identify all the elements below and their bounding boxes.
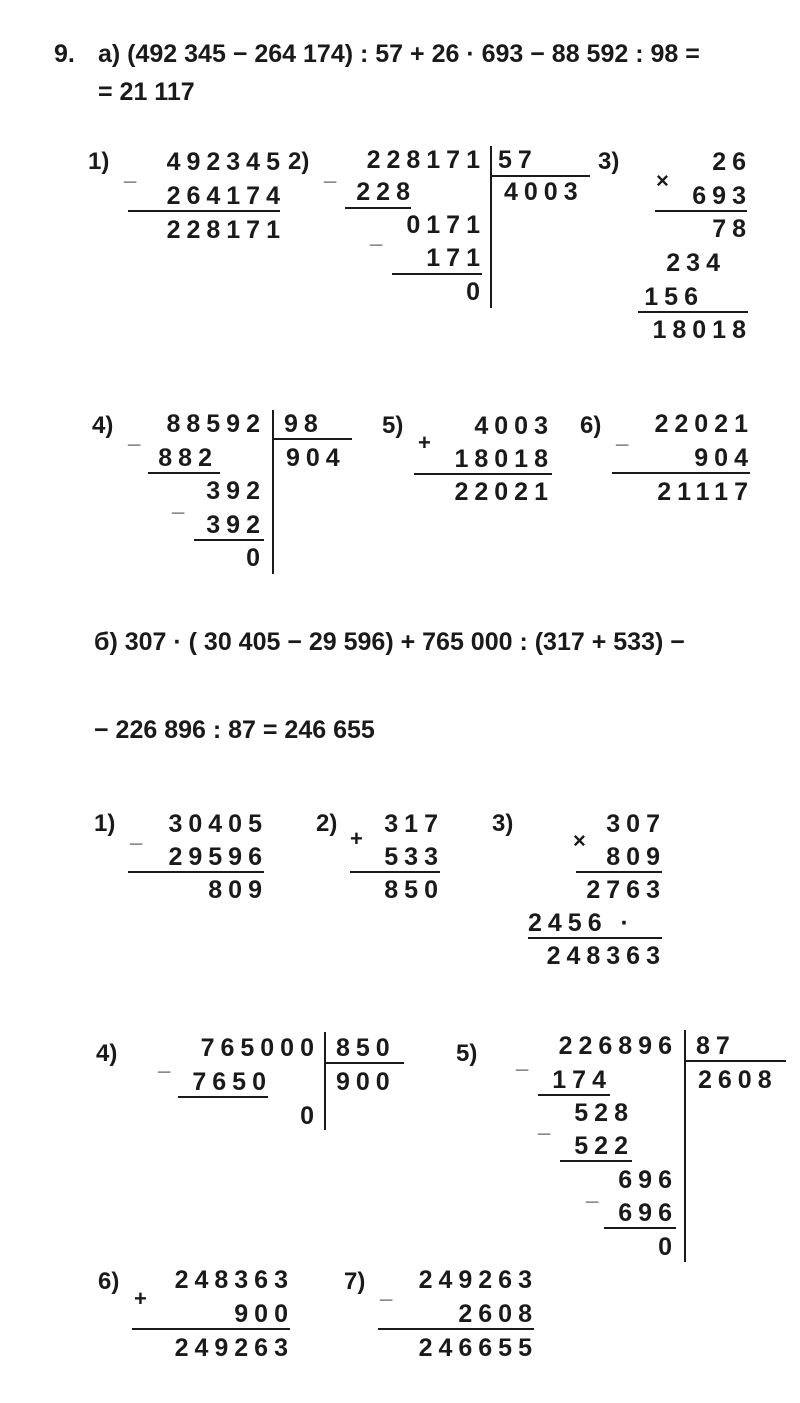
addend-2: 533 (384, 843, 444, 871)
minus-sign: _ (324, 160, 337, 185)
division-horizontal-line (274, 438, 352, 440)
step-label: 7) (344, 1268, 366, 1295)
quotient: 904 (286, 444, 346, 472)
subtrahend: 29596 (168, 843, 268, 871)
result-line (378, 1328, 534, 1330)
quotient: 4003 (504, 178, 584, 206)
subtract-line (148, 472, 220, 474)
division-horizontal-line (686, 1060, 786, 1062)
dividend: 226896 (558, 1032, 678, 1060)
part-b-expression-line1: б) 307 · ( 30 405 − 29 596) + 765 000 : (317 + 533) − (94, 628, 685, 656)
sum: 249263 (174, 1334, 294, 1362)
sum: 850 (384, 876, 444, 904)
quotient: 900 (336, 1068, 396, 1096)
step-label: 5) (382, 412, 404, 439)
remainder-1: 392 (206, 477, 266, 505)
minus-sign: _ (172, 491, 185, 516)
remainder-2: 696 (618, 1166, 678, 1194)
addend-1: 4003 (474, 412, 554, 440)
division-horizontal-line (492, 175, 590, 177)
subtract-3: 696 (618, 1199, 678, 1227)
plus-sign: + (134, 1286, 147, 1311)
divisor: 87 (696, 1032, 736, 1060)
minus-sign: _ (370, 223, 383, 248)
sum: 22021 (454, 478, 554, 506)
minus-sign: _ (128, 423, 141, 448)
result-line (612, 472, 750, 474)
result-line (128, 210, 280, 212)
subtract-line (560, 1160, 632, 1162)
minus-sign: _ (538, 1112, 551, 1137)
partial-product-1: 78 (712, 215, 752, 243)
product-line (528, 937, 662, 939)
multiplier: 693 (692, 182, 752, 210)
partial-product-2: 234 (666, 249, 726, 277)
addend-2: 900 (234, 1300, 294, 1328)
minus-sign: _ (124, 160, 137, 185)
addend-2: 18018 (454, 445, 554, 473)
division-vertical-line (490, 146, 492, 308)
subtract-line (604, 1227, 676, 1229)
division-vertical-line (324, 1032, 326, 1130)
product-line (638, 311, 748, 313)
subtrahend: 264174 (166, 182, 286, 210)
part-a-expression-line2: = 21 117 (98, 78, 195, 106)
step-label: 1) (94, 810, 116, 837)
minuend: 30405 (168, 810, 268, 838)
subtract-line (345, 207, 411, 209)
multiply-sign: × (573, 828, 586, 853)
subtract-2: 171 (426, 244, 486, 272)
subtract-line (194, 539, 264, 541)
minus-sign: _ (130, 822, 143, 847)
dividend: 88592 (166, 410, 266, 438)
remainder-1: 0171 (406, 211, 486, 239)
multiplicand: 307 (606, 810, 666, 838)
step-label: 1) (88, 148, 110, 175)
multiplier: 809 (606, 843, 666, 871)
result-line (128, 871, 264, 873)
subtract-1: 174 (552, 1066, 612, 1094)
remainder-final: 0 (466, 278, 486, 306)
divisor: 57 (498, 146, 538, 174)
result-line (350, 871, 440, 873)
product-line (655, 210, 747, 212)
division-vertical-line (272, 410, 274, 574)
step-label: 5) (456, 1040, 478, 1067)
plus-sign: + (350, 826, 363, 851)
remainder-final: 0 (246, 544, 266, 572)
dividend: 765000 (200, 1034, 320, 1062)
subtrahend: 904 (694, 444, 754, 472)
minus-sign: _ (158, 1050, 171, 1075)
difference: 228171 (166, 216, 286, 244)
step-label: 3) (492, 810, 514, 837)
subtrahend: 2608 (458, 1300, 538, 1328)
multiply-sign: × (656, 168, 669, 193)
difference: 21117 (657, 478, 754, 506)
remainder-final: 0 (300, 1102, 320, 1130)
minus-sign: _ (586, 1180, 599, 1205)
subtract-line (538, 1094, 610, 1096)
division-vertical-line (684, 1030, 686, 1262)
part-b-expression-line2: − 226 896 : 87 = 246 655 (94, 716, 375, 744)
step-label: 3) (598, 148, 620, 175)
step-label: 6) (580, 412, 602, 439)
step-label: 4) (96, 1040, 118, 1067)
minuend: 492345 (166, 148, 286, 176)
partial-product-2: 2456 · (528, 909, 635, 937)
subtract-line (392, 273, 482, 275)
subtract-2: 392 (206, 511, 266, 539)
remainder-1: 528 (574, 1099, 634, 1127)
result-line (132, 1328, 290, 1330)
minuend: 249263 (418, 1266, 538, 1294)
subtract-line (178, 1096, 268, 1098)
subtract-1: 882 (158, 444, 218, 472)
subtract-2: 522 (574, 1132, 634, 1160)
minus-sign: _ (516, 1048, 529, 1073)
step-label: 4) (92, 412, 114, 439)
difference: 809 (208, 876, 268, 904)
step-label: 2) (288, 148, 310, 175)
product-line (576, 871, 662, 873)
division-horizontal-line (326, 1062, 404, 1064)
partial-product-1: 2763 (586, 876, 666, 904)
divisor: 850 (336, 1034, 396, 1062)
minus-sign: _ (380, 1278, 393, 1303)
result-line (414, 473, 552, 475)
subtract-1: 228 (356, 178, 416, 206)
divisor: 98 (284, 410, 324, 438)
remainder-final: 0 (658, 1233, 678, 1261)
addend-1: 317 (384, 810, 444, 838)
dividend: 228171 (366, 146, 486, 174)
step-label: 2) (316, 810, 338, 837)
multiplicand: 26 (712, 148, 752, 176)
product: 18018 (652, 316, 752, 344)
partial-product-3: 156 (644, 283, 704, 311)
subtract-1: 7650 (192, 1068, 272, 1096)
addend-1: 248363 (174, 1266, 294, 1294)
minuend: 22021 (654, 410, 754, 438)
problem-number: 9. (54, 40, 75, 68)
part-a-expression-line1: а) (492 345 − 264 174) : 57 + 26 · 693 − 88 592 : 98 = (98, 40, 700, 68)
difference: 246655 (418, 1334, 538, 1362)
minus-sign: _ (616, 423, 629, 448)
quotient: 2608 (698, 1066, 778, 1094)
plus-sign: + (418, 430, 431, 455)
step-label: 6) (98, 1268, 120, 1295)
product: 248363 (546, 942, 666, 970)
